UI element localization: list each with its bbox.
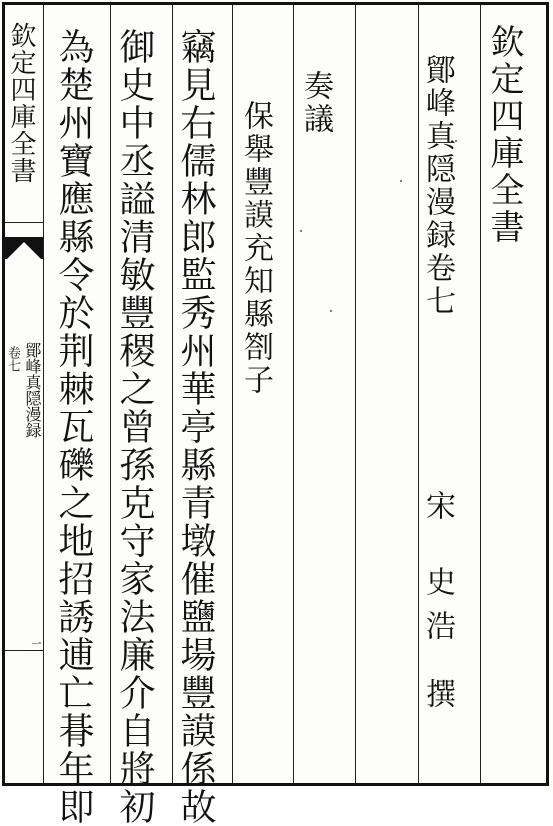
column-rule [418,5,419,783]
book-title: 欽定四庫全書 [484,24,524,246]
column-rule [232,5,233,783]
scan-speck [330,310,332,312]
margin-work-title: 鄮峰真隠漫録 [23,342,42,438]
scan-speck [455,140,457,142]
margin-leaf-number: 二 [27,640,42,653]
column-rule [355,5,356,783]
memorial-title: 保舉豐謨充知縣劄子 [238,100,273,397]
fish-tail-mark [5,237,43,259]
author: 史浩 [420,566,455,654]
margin-divider [5,222,43,223]
author-role: 撰 [420,678,455,711]
margin-rule [43,5,44,783]
section-category: 奏議 [298,70,333,136]
column-rule [293,5,294,783]
body-column-2: 御史中丞謚清敏豐稷之曾孫克守家法廉介自將初 [114,28,155,826]
scan-speck [300,230,302,232]
body-column-1: 竊見右儒林郎監秀州華亭縣青墩催鹽場豐謨係故 [175,28,216,826]
work-title: 鄮峰真隠漫録卷七 [420,54,455,318]
column-rule [172,5,173,783]
column-rule [110,5,111,783]
column-rule [480,5,481,783]
margin-volume: 卷七 [5,346,20,372]
margin-book-title: 欽定四庫全書 [6,22,36,184]
body-column-3: 為楚州寶應縣令於荆棘瓦礫之地招誘逋亡朞年即 [53,28,94,826]
scan-speck [400,180,402,182]
dynasty: 宋 [420,490,455,523]
